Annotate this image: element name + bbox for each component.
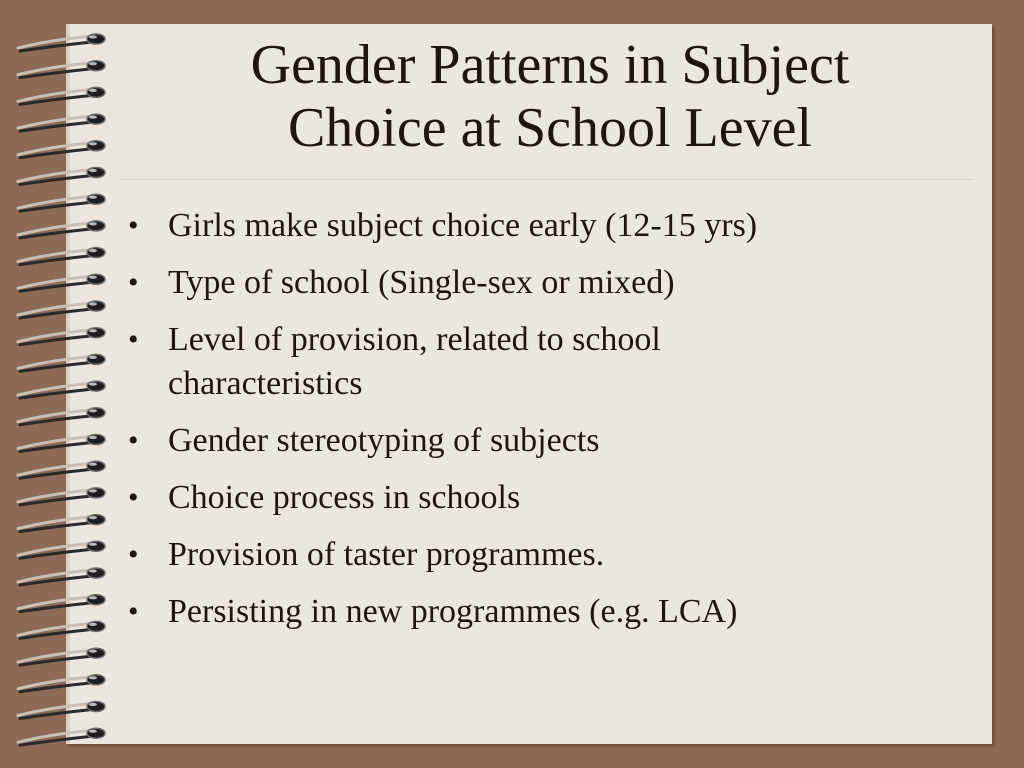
bullet-item: [126, 476, 966, 520]
binding-ring: [18, 541, 105, 558]
bullet-item: [126, 419, 966, 463]
bullet-item: [126, 261, 966, 305]
bullet-text: Choice process in schools: [168, 479, 521, 516]
bullet-item: [126, 318, 966, 406]
bullet-dot-icon: •: [128, 424, 139, 457]
binding-ring: [18, 621, 105, 638]
binding-ring: [18, 595, 105, 612]
bullet-dot-icon: •: [128, 481, 139, 514]
binding-ring: [18, 34, 105, 51]
bullet-list: [126, 204, 966, 647]
bullet-item: [126, 204, 966, 248]
bullet-text: Gender stereotyping of subjects: [168, 422, 600, 459]
slide-title: [120, 34, 980, 160]
bullet-dot-icon: •: [128, 209, 139, 242]
binding-ring: [18, 248, 105, 265]
title-divider: [120, 179, 972, 180]
bullet-dot-icon: •: [128, 595, 139, 628]
binding-ring: [18, 648, 105, 665]
bullet-dot-icon: •: [128, 538, 139, 571]
binding-ring: [18, 515, 105, 532]
bullet-text: Type of school (Single-sex or mixed): [168, 264, 675, 301]
binding-ring: [18, 675, 105, 692]
binding-ring: [18, 488, 105, 505]
binding-ring: [18, 568, 105, 585]
title-line-2: Choice at School Level: [287, 97, 813, 159]
binding-ring: [18, 221, 105, 238]
bullet-item: [126, 590, 966, 634]
binding-ring: [18, 274, 105, 291]
binding-ring: [18, 87, 105, 104]
binding-ring: [18, 194, 105, 211]
binding-ring: [18, 381, 105, 398]
bullet-text: Persisting in new programmes (e.g. LCA): [168, 593, 738, 630]
bullet-text: Level of provision, related to school characteristics: [168, 321, 661, 402]
bullet-text: Girls make subject choice early (12-15 yrs): [168, 207, 758, 244]
binding-ring: [18, 301, 105, 318]
spiral-binding-icon: [0, 8, 136, 748]
bullet-item: [126, 533, 966, 577]
binding-ring: [18, 328, 105, 345]
binding-ring: [18, 114, 105, 131]
binding-ring: [18, 168, 105, 185]
bullet-dot-icon: •: [128, 323, 139, 356]
binding-ring: [18, 435, 105, 452]
binding-ring: [18, 408, 105, 425]
binding-ring: [18, 702, 105, 719]
binding-ring: [18, 461, 105, 478]
binding-ring: [18, 728, 105, 745]
binding-ring: [18, 61, 105, 78]
bullet-dot-icon: •: [128, 266, 139, 299]
title-line-1: Gender Patterns in Subject: [250, 34, 850, 96]
binding-ring: [18, 141, 105, 158]
binding-ring: [18, 354, 105, 371]
bullet-text: Provision of taster programmes.: [168, 536, 605, 573]
